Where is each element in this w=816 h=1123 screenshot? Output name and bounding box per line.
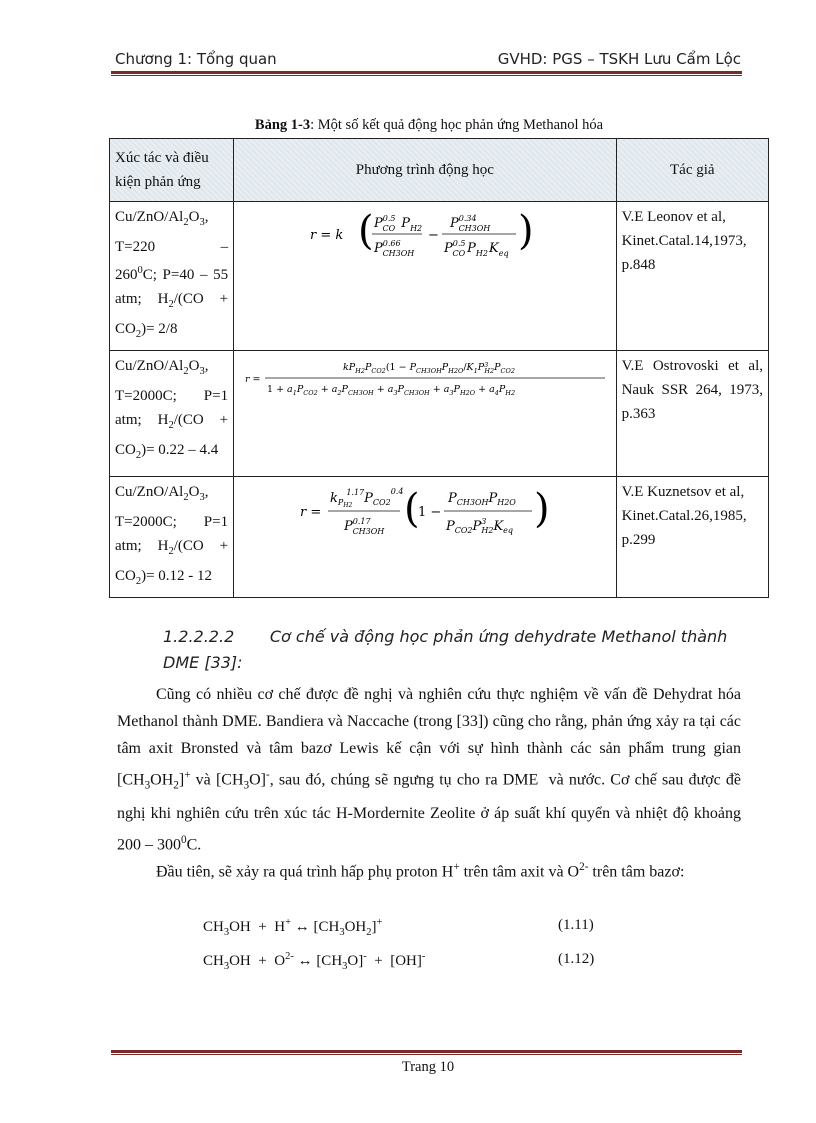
- svg-text:PCH3OHPH2O: $P_{CH3OH}P_{H2O}$: [447, 491, 516, 507]
- svg-text:1 + a1PCO2 + a2PCH3OH + a3PCH3: $1 + a_1P_{CO2} + a_2P_{CH3OH} + a_3P_{CH3OH} + a_3P_{H2O} + a_4P_{H2}$: [266, 384, 515, 397]
- equation-cell: [234, 351, 616, 477]
- svg-text:r =: r =: [244, 374, 261, 385]
- svg-text:): ): [517, 208, 534, 254]
- catalyst-cell: $Cu/ZnO/Al_2O_3$, T=2000C; P=1 atm; $H_2/(CO + CO_2)= 0.22 - 4.4$: [110, 351, 234, 477]
- equation-cell: [234, 477, 616, 598]
- svg-text:(: (: [357, 208, 374, 254]
- author-cell: V.E Leonov et al, Kinet.Catal.14,1973, p.848: [616, 202, 768, 351]
- table-row: [110, 202, 769, 351]
- author-cell: V.E Kuznetsov et al, Kinet.Catal.26,1985, p.299: [616, 477, 768, 598]
- reaction-1-11: $CH_3OH + H^+$ ↔ $[CH_3OH_2]^+$ (1.11): [203, 917, 594, 938]
- svg-text:P0.66CH3OH: $P^{0.66}$ CH3OH: [373, 239, 415, 258]
- catalyst-cell: $Cu/ZnO/Al_2O_3$, T=220 – $260^0C$; P=40 – 55 atm; $H_2/(CO + CO_2)= 2/8$: [110, 202, 234, 351]
- svg-text:P0.34CH3OH: $P^{0.34}$ CH3OH: [449, 214, 491, 233]
- reaction-number: (1.12): [558, 951, 595, 967]
- svg-text:−: −: [427, 228, 439, 243]
- table-row: [110, 477, 769, 598]
- reaction-1-12: $CH_3OH + O^{2-}$ ↔ $[CH_3O]^- + [OH]^-$ (1.12): [203, 951, 595, 972]
- table-caption-label: Bảng 1-3: [254, 117, 311, 133]
- table-row: [110, 351, 769, 477]
- svg-text:P0.5COPH2Keq: $P^{0.5}$ CO $P_{H2}K_{eq}$: [443, 239, 509, 258]
- svg-text:PCO2P3H2Keq: $P_{CO2}P^3$ $H2K_{eq}$: [445, 517, 513, 535]
- chapter-title: Chương 1: Tổng quan: [115, 50, 277, 68]
- advisor-name: GVHD: PGS – TSKH Lưu Cẩm Lộc: [497, 50, 741, 68]
- svg-text:): ): [533, 486, 550, 532]
- svg-text:1 −: 1 −: [417, 505, 442, 520]
- rate-equation-3: [300, 482, 550, 540]
- col-header-author: Tác giả: [616, 139, 768, 202]
- footer-rule-thin: [111, 1054, 742, 1055]
- svg-text:r =: r =: [299, 505, 322, 520]
- header-rule-thin: [111, 75, 742, 76]
- section-title: Cơ chế và động học phản ứng dehydrate Methanol thành DME [33]:: [163, 627, 728, 672]
- table-caption-text: : Một số kết quả động học phản ứng Methanol hóa: [310, 117, 604, 133]
- table-caption: [109, 117, 749, 134]
- col-header-catalyst: Xúc tác và điều kiện phản ứng: [110, 139, 234, 202]
- page-number: Trang 10: [401, 1059, 455, 1075]
- header-rule: [111, 71, 742, 74]
- svg-text:kPH21.17PCO20.4: $k_PH21.17P_{CO2}^{0.4}$: [329, 487, 404, 509]
- svg-text:P0.5CO PH2: $P^{0.5}$ CO $P_{H2}$: [373, 214, 422, 233]
- svg-text:kPH2PCO2(1 − PCH3OHPH2O/K1P3H2: $kP_{H2}P_{CO2}(1 - P_{CH3OH}P_{H2O}/K_1P^3$ $H2P_{CO2}$: [342, 361, 515, 375]
- paragraph-adsorption: Đầu tiên, sẽ xảy ra quá trình hấp phụ proton H+ trên tâm axit và $O^{2-}$ trên tâm bazơ:: [156, 861, 685, 881]
- paragraph-mechanism: Cũng có nhiều cơ chế được đề nghị và nghiên cứu thực nghiệm về vấn đề Dehydrat hóa Methanol thành DME. Bandiera và Naccache (trong [33]) cũng cho rằng, phản ứng xảy ra tại các tâm axit Bronsted và tâm bazơ Lewis kế cận với sự hình thành các sản phẩm trung gian $[CH_3OH_2]^+$ và $[CH_3O]^-$, sau đó, chúng sẽ ngưng tụ cho ra DME và nước. Cơ chế sau được đề nghị khi nghiên cứu trên xúc tác H-Mordernite Zeolite ở áp suất khí quyển và nhiệt độ khoảng $200 - 300^0C$.: [117, 686, 742, 853]
- svg-text:(: (: [403, 486, 420, 532]
- author-cell: V.E Ostrovoski et al, Nauk SSR 264, 1973, p.363: [616, 351, 768, 477]
- svg-text:r = k: r = k: [309, 228, 344, 243]
- col-header-equation: Phương trình động học: [234, 139, 616, 202]
- section-number: 1.2.2.2.2: [163, 627, 235, 646]
- section-heading: [163, 624, 743, 676]
- kinetics-table: [109, 138, 769, 598]
- footer-rule: [111, 1050, 742, 1053]
- catalyst-cell: $Cu/ZnO/Al_2O_3$, T=2000C; P=1 atm; $H_2/(CO + CO_2)= 0.12 - 12$: [110, 477, 234, 598]
- rate-equation-1: [310, 207, 540, 263]
- svg-text:P0.17CH3OH: $P^{0.17}$ CH3OH: [343, 517, 385, 536]
- equation-cell: [234, 202, 616, 351]
- table-header-row: [110, 139, 769, 202]
- rate-equation-2: [243, 356, 607, 400]
- reaction-number: (1.11): [558, 917, 594, 933]
